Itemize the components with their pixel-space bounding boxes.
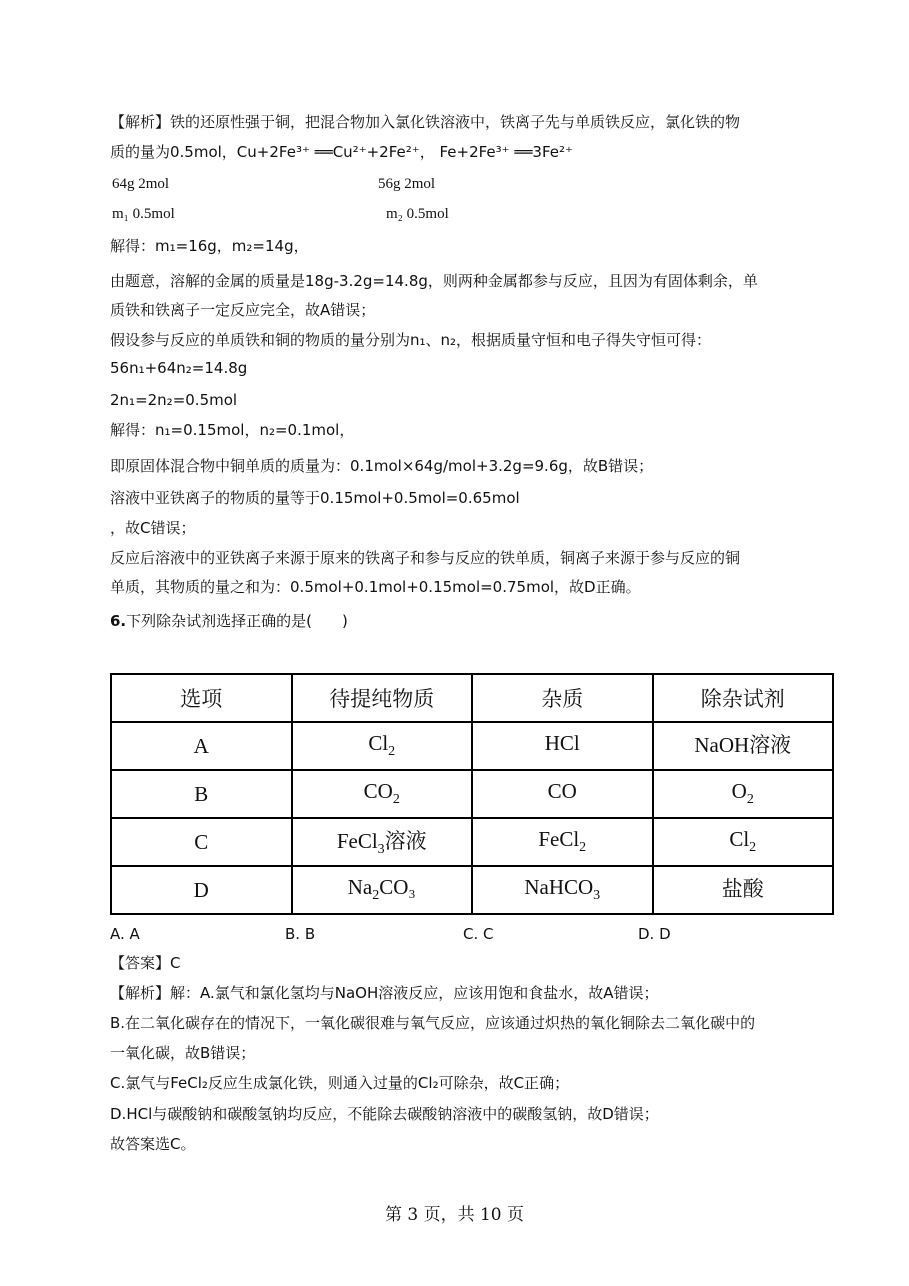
analysis-line-12: 即原固体混合物中铜单质的质量为：0.1mol×64g/mol+3.2g=9.6g，故B错误； (110, 457, 654, 475)
cell-option: B (111, 770, 292, 818)
analysis-line-13: 溶液中亚铁离子的物质的量等于0.15mol+0.5mol=0.65mol (110, 489, 520, 507)
analysis2-line-1: 【解析】解：A.氯气和氯化氢均与NaOH溶液反应，应该用饱和食盐水，故A错误； (110, 984, 659, 1002)
analysis-line-7: 质铁和铁离子一定反应完全，故A错误； (110, 301, 376, 319)
page-footer: 第 3 页，共 10 页 (384, 1205, 525, 1225)
ratio-row-1-left: 64g 2mol (112, 176, 170, 192)
cell-target: $Na_2CO_3$ (292, 866, 473, 914)
ratio-row-1-right: 56g 2mol (378, 176, 436, 192)
question-stem: 下列除杂试剂选择正确的是( ) (126, 612, 348, 630)
analysis2-line-4: C.氯气与FeCl₂反应生成氯化铁，则通入过量的Cl₂可除杂，故C正确； (110, 1074, 570, 1092)
question-6 (110, 611, 348, 631)
cell-option: D (111, 866, 292, 914)
cell-impurity: HCl (472, 722, 653, 770)
reagent-table (110, 673, 834, 915)
cell-target: FeCl$_3$溶液 (292, 818, 473, 866)
cell-option: C (111, 818, 292, 866)
question-number: 6. (110, 612, 127, 630)
answer (110, 953, 181, 973)
analysis-line-2: 质的量为0.5mol，Cu+2Fe³⁺ ══Cu²⁺+2Fe²⁺， Fe+2Fe³⁺ ══3Fe²⁺ (110, 143, 573, 161)
analysis2-line-5: D.HCl与碳酸钠和碳酸氢钠均反应，不能除去碳酸钠溶液中的碳酸氢钠，故D错误； (110, 1105, 659, 1123)
analysis-line-9: 56n₁+64n₂=14.8g (110, 359, 248, 377)
option-c: C. C (463, 925, 494, 943)
analysis-line-11: 解得：n₁=0.15mol，n₂=0.1mol， (110, 421, 355, 439)
cell-reagent: NaOH溶液 (653, 722, 834, 770)
cell-reagent: $O_2$ (653, 770, 834, 818)
analysis-line-1: 【解析】铁的还原性强于铜，把混合物加入氯化铁溶液中，铁离子先与单质铁反应，氯化铁的物 (110, 113, 741, 131)
cell-impurity: NaHCO$_3$ (472, 866, 653, 914)
option-a: A. A (110, 925, 140, 943)
ratio-row-2-right: m₂ 0.5mol (386, 206, 449, 222)
analysis-line-14: ，故C错误； (110, 519, 196, 537)
analysis2-line-3: 一氧化碳，故B错误； (110, 1044, 256, 1062)
cell-reagent: $Cl_2$ (653, 818, 834, 866)
cell-target: $CO_2$ (292, 770, 473, 818)
header-option: 选项 (111, 674, 292, 722)
answer-label: 【答案】 (110, 954, 171, 972)
analysis2-line-2: B.在二氧化碳存在的情况下，一氧化碳很难与氧气反应，应该通过炽热的氧化铜除去二氧化碳中的 (110, 1014, 756, 1032)
table-row (111, 770, 833, 818)
table-header-row (111, 674, 833, 722)
cell-impurity: FeCl$_2$ (472, 818, 653, 866)
analysis2-line-6: 故答案选C。 (110, 1135, 196, 1153)
cell-reagent: 盐酸 (653, 866, 834, 914)
table-row (111, 818, 833, 866)
header-impurity: 杂质 (472, 674, 653, 722)
header-target: 待提纯物质 (292, 674, 473, 722)
analysis-line-15: 反应后溶液中的亚铁离子来源于原来的铁离子和参与反应的铁单质，铜离子来源于参与反应的铜 (110, 549, 741, 567)
option-b: B. B (285, 925, 316, 943)
analysis-line-6: 由题意，溶解的金属的质量是18g-3.2g=14.8g，则两种金属都参与反应，且因为有固体剩余，单 (110, 272, 758, 290)
cell-impurity: CO (472, 770, 653, 818)
analysis-line-16: 单质，其物质的量之和为：0.5mol+0.1mol+0.15mol=0.75mol，故D正确。 (110, 578, 641, 596)
ratio-row-2-left: m₁ 0.5mol (112, 206, 175, 222)
analysis-line-8: 假设参与反应的单质铁和铜的物质的量分别为n₁、n₂，根据质量守恒和电子得失守恒可得： (110, 331, 712, 349)
cell-option: A (111, 722, 292, 770)
analysis-line-5: 解得：m₁=16g，m₂=14g， (110, 237, 309, 255)
analysis-line-10: 2n₁=2n₂=0.5mol (110, 391, 238, 409)
table-row (111, 722, 833, 770)
answer-value: C (170, 954, 181, 972)
header-reagent: 除杂试剂 (653, 674, 834, 722)
cell-target: $Cl_2$ (292, 722, 473, 770)
table-row (111, 866, 833, 914)
option-d: D. D (638, 925, 671, 943)
